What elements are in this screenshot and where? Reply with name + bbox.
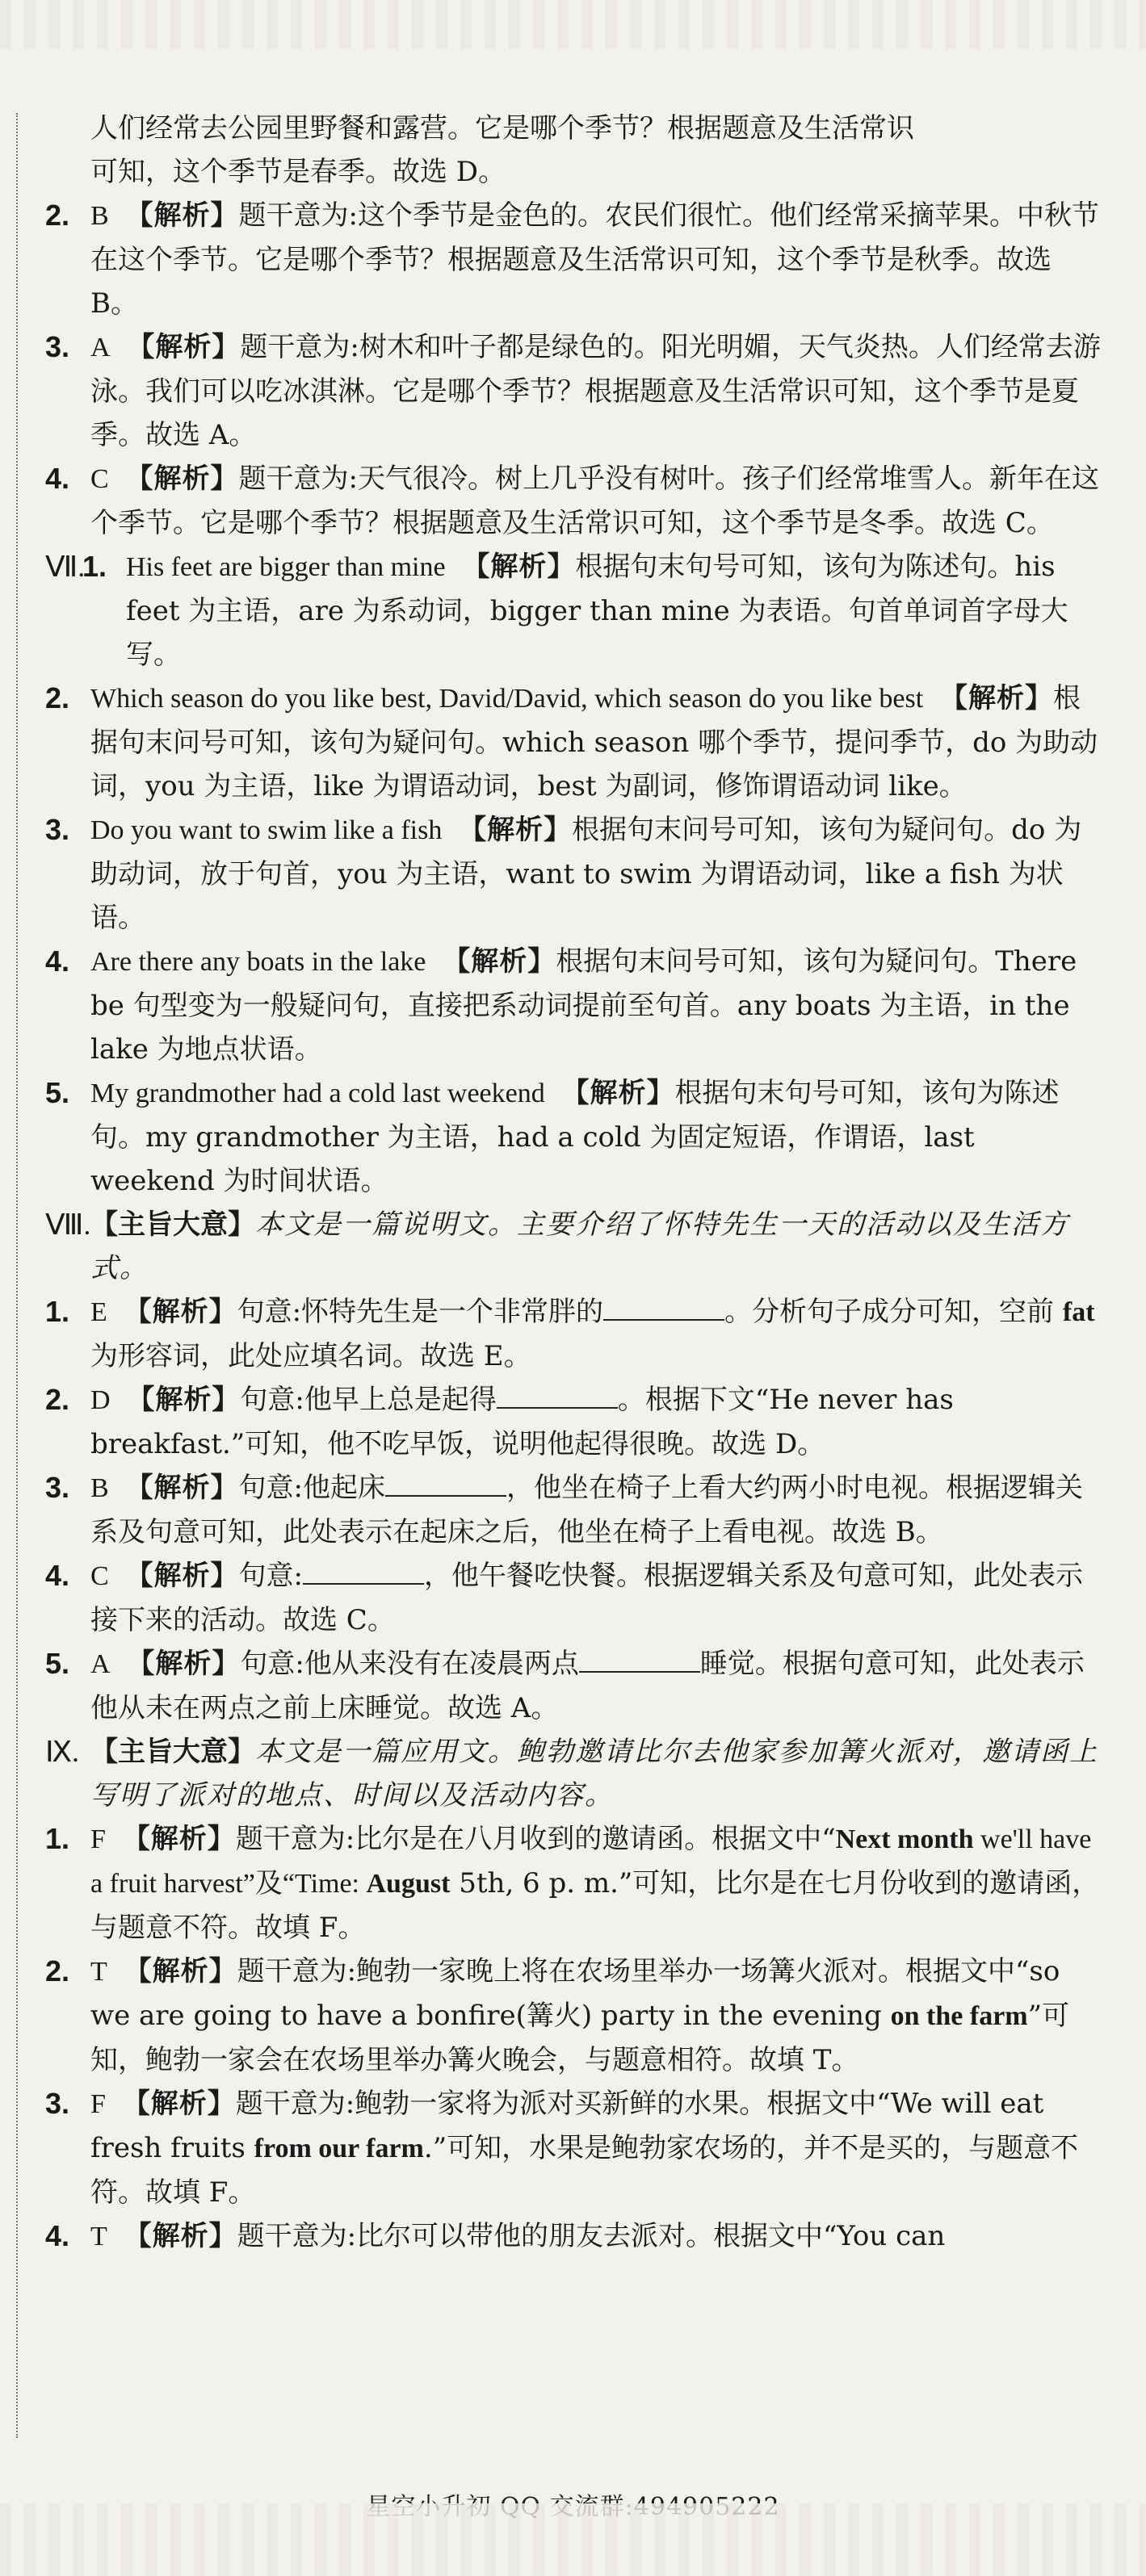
s8-q3 bbox=[45, 1466, 1101, 1554]
s6-intro-line1: 人们经常去公园里野餐和露营。它是哪个季节？根据题意及生活常识 bbox=[90, 112, 914, 145]
answer: C bbox=[90, 464, 109, 494]
item-number: 4. bbox=[45, 462, 70, 495]
fill-blank bbox=[603, 1295, 724, 1321]
analysis-tag: 【解析】 bbox=[127, 1384, 241, 1416]
item-number: 5. bbox=[45, 1076, 70, 1109]
fill-blank bbox=[385, 1471, 506, 1497]
top-decoration bbox=[0, 0, 1146, 48]
s9-main-idea bbox=[45, 1730, 1101, 1817]
analysis-text-cont: ，他坐在椅子上看大约两小时电视。根据逻辑关系及句意可知，此处表示在起床之后，他坐在椅子上看电视。故选 B。 bbox=[90, 1472, 1083, 1548]
answer: A bbox=[90, 333, 111, 362]
item-number: 3. bbox=[45, 2087, 70, 2120]
s6-q4 bbox=[45, 457, 1101, 545]
analysis-tag: 【解析】 bbox=[124, 1296, 237, 1328]
analysis-tag: 【解析】 bbox=[125, 1472, 239, 1504]
answer: B bbox=[90, 1473, 109, 1503]
bold-quote: on the farm bbox=[890, 2001, 1028, 2031]
item-number: 1. bbox=[82, 550, 107, 583]
analysis-text-cont: 。分析句子成分可知，空前 bbox=[724, 1296, 1063, 1328]
bold-quote-2: August bbox=[366, 1869, 451, 1899]
answer: T bbox=[90, 2222, 107, 2251]
answer: Which season do you like best, David/David, which season do you like best bbox=[90, 684, 924, 714]
item-number: 4. bbox=[45, 2219, 70, 2252]
analysis-text-cont: we'll have a fruit harvest”及“Time: bbox=[90, 1824, 1092, 1899]
main-idea-tag: 【主旨大意】 bbox=[90, 1736, 255, 1768]
s7-q2 bbox=[45, 676, 1101, 808]
analysis-text: 句意:他起床 bbox=[238, 1472, 385, 1504]
analysis-text-cont: ”可知，鲍勃一家会在农场里举办篝火晚会，与题意相符。故填 T。 bbox=[90, 2000, 1069, 2076]
analysis-tag: 【解析】 bbox=[459, 814, 573, 846]
item-number: 3. bbox=[45, 330, 70, 363]
fill-blank bbox=[303, 1559, 424, 1585]
answer: T bbox=[90, 1957, 107, 1987]
main-idea-text: 本文是一篇说明文。主要介绍了怀特先生一天的活动以及生活方式。 bbox=[90, 1208, 1069, 1284]
s8-q5 bbox=[45, 1642, 1101, 1730]
item-number: 2. bbox=[45, 1954, 70, 1987]
margin-rule bbox=[16, 113, 18, 2438]
analysis-text: 题干意为:天气很冷。树上几乎没有树叶。孩子们经常堆雪人。新年在这个季节。它是哪个季节？根据题意及生活常识可知，这个季节是冬季。故选 C。 bbox=[90, 463, 1099, 539]
analysis-text-cont: ，他午餐吃快餐。根据逻辑关系及句意可知，此处表示接下来的活动。故选 C。 bbox=[90, 1560, 1083, 1636]
answer: His feet are bigger than mine bbox=[126, 552, 446, 582]
analysis-tag: 【解析】 bbox=[125, 463, 239, 495]
s8-q4 bbox=[45, 1554, 1101, 1642]
analysis-tag: 【解析】 bbox=[462, 551, 576, 583]
analysis-text: 题干意为:鲍勃一家晚上将在农场里举办一场篝火派对。根据文中“so we are going to have a bonfire(篝火) party in the evening bbox=[90, 1955, 1060, 2032]
analysis-text: 根据句末句号可知，该句为陈述句。my grandmother 为主语，had a cold 为固定短语，作谓语，last weekend 为时间状语。 bbox=[90, 1077, 1060, 1197]
analysis-text: 题干意为:鲍勃一家将为派对买新鲜的水果。根据文中“We will eat fresh fruits bbox=[90, 2088, 1044, 2164]
s8-main-idea bbox=[45, 1203, 1101, 1290]
analysis-tag: 【解析】 bbox=[122, 2088, 236, 2120]
s9-q2 bbox=[45, 1950, 1101, 2082]
analysis-text: 句意: bbox=[238, 1560, 303, 1592]
analysis-tag: 【解析】 bbox=[939, 682, 1053, 714]
answer: F bbox=[90, 2089, 106, 2119]
analysis-text-end: 为形容词，此处应填名词。故选 E。 bbox=[90, 1340, 531, 1372]
analysis-text-cont: 。根据下文“He never has breakfast.”可知，他不吃早饭，说明他起得很晚。故选 D。 bbox=[90, 1384, 954, 1460]
item-number: 3. bbox=[45, 1471, 70, 1504]
section-numeral: Ⅷ. bbox=[45, 1208, 91, 1241]
analysis-text: 句意:怀特先生是一个非常胖的 bbox=[237, 1296, 604, 1328]
s9-q1 bbox=[45, 1817, 1101, 1950]
item-number: 4. bbox=[45, 945, 70, 978]
answer: F bbox=[90, 1824, 106, 1854]
item-number: 1. bbox=[45, 1822, 70, 1855]
analysis-tag: 【解析】 bbox=[127, 1648, 241, 1680]
item-number: 4. bbox=[45, 1559, 70, 1592]
answer: Are there any boats in the lake bbox=[90, 947, 426, 977]
s6-q3 bbox=[45, 325, 1101, 457]
analysis-text: 题干意为:这个季节是金色的。农民们很忙。他们经常采摘苹果。中秋节在这个季节。它是哪个季节？根据题意及生活常识可知，这个季节是秋季。故选 B。 bbox=[90, 199, 1099, 320]
answer: Do you want to swim like a fish bbox=[90, 815, 443, 845]
analysis-tag: 【解析】 bbox=[125, 199, 239, 232]
analysis-tag: 【解析】 bbox=[125, 1560, 239, 1592]
main-idea-tag: 【主旨大意】 bbox=[90, 1208, 255, 1241]
item-number: 2. bbox=[45, 199, 70, 232]
section-numeral: Ⅸ. bbox=[45, 1736, 80, 1768]
analysis-text: 题干意为:比尔是在八月收到的邀请函。根据文中“ bbox=[235, 1823, 836, 1855]
analysis-tag: 【解析】 bbox=[127, 331, 241, 363]
s6-intro-line2: 可知，这个季节是春季。故选 D。 bbox=[90, 156, 506, 188]
answer: E bbox=[90, 1297, 107, 1327]
answer: D bbox=[90, 1385, 111, 1415]
analysis-text: 题干意为:树木和叶子都是绿色的。阳光明媚，天气炎热。人们经常去游泳。我们可以吃冰淇淋。它是哪个季节？根据题意及生活常识可知，这个季节是夏季。故选 A。 bbox=[90, 331, 1101, 451]
analysis-text: 题干意为:比尔可以带他的朋友去派对。根据文中“You can bbox=[237, 2220, 946, 2252]
item-number: 2. bbox=[45, 1383, 70, 1416]
s9-q3 bbox=[45, 2082, 1101, 2214]
answer: A bbox=[90, 1649, 111, 1679]
analysis-tag: 【解析】 bbox=[561, 1077, 675, 1109]
s6-q2 bbox=[45, 194, 1101, 325]
analysis-text: 句意:他早上总是起得 bbox=[240, 1384, 497, 1416]
analysis-text: 句意:他从来没有在凌晨两点 bbox=[240, 1648, 579, 1680]
answer: B bbox=[90, 201, 109, 231]
item-number: 3. bbox=[45, 813, 70, 846]
bottom-decoration bbox=[0, 2503, 1146, 2576]
fill-blank bbox=[579, 1647, 700, 1673]
analysis-text: 根据句末问号可知，该句为疑问句。which season 哪个季节，提问季节，do 为助动词，you 为主语，like 为谓语动词，best 为副词，修饰谓语动词 like。 bbox=[90, 682, 1098, 802]
analysis-text: 根据句末句号可知，该句为陈述句。his feet 为主语，are 为系动词，bigger than mine 为表语。句首单词首字母大写。 bbox=[126, 551, 1068, 671]
s8-q1 bbox=[45, 1290, 1101, 1378]
item-number: 1. bbox=[45, 1295, 70, 1328]
answer: C bbox=[90, 1561, 109, 1591]
item-number: 2. bbox=[45, 681, 70, 714]
analysis-tag: 【解析】 bbox=[443, 945, 556, 978]
analysis-text: 根据句末问号可知，该句为疑问句。do 为助动词，放于句首，you 为主语，want to swim 为谓语动词，like a fish 为状语。 bbox=[90, 814, 1082, 934]
main-idea-text: 本文是一篇应用文。鲍勃邀请比尔去他家参加篝火派对，邀请函上写明了派对的地点、时间以及活动内容。 bbox=[90, 1736, 1098, 1812]
s7-q5 bbox=[45, 1071, 1101, 1203]
s8-q2 bbox=[45, 1378, 1101, 1466]
analysis-tag: 【解析】 bbox=[122, 1823, 236, 1855]
answer: My grandmother had a cold last weekend bbox=[90, 1079, 545, 1108]
analysis-text: 根据句末问号可知，该句为疑问句。There be 句型变为一般疑问句，直接把系动词提前至句首。any boats 为主语，in the lake 为地点状语。 bbox=[90, 945, 1077, 1066]
section-numeral: Ⅶ. bbox=[45, 551, 86, 583]
s7-q1 bbox=[45, 545, 1101, 676]
item-number: 5. bbox=[45, 1647, 70, 1680]
analysis-tag: 【解析】 bbox=[124, 1955, 237, 1987]
s6-q1-continuation bbox=[45, 107, 1101, 194]
analysis-text-end: 5th, 6 p. m.”可知，比尔是在七月份收到的邀请函，与题意不符。故填 F。 bbox=[90, 1867, 1100, 1944]
s9-q4 bbox=[45, 2214, 1101, 2259]
analysis-text-cont: 睡觉。根据句意可知，此处表示他从未在两点之前上床睡觉。故选 A。 bbox=[90, 1648, 1085, 1724]
s7-q4 bbox=[45, 940, 1101, 1071]
analysis-tag: 【解析】 bbox=[124, 2220, 237, 2252]
bold-keyword: fat bbox=[1062, 1297, 1095, 1327]
analysis-text-cont: .”可知，水果是鲍勃家农场的，并不是买的，与题意不符。故填 F。 bbox=[90, 2132, 1079, 2209]
bold-quote: from our farm bbox=[254, 2134, 424, 2163]
bold-quote: Next month bbox=[835, 1824, 974, 1854]
s7-q3 bbox=[45, 808, 1101, 940]
fill-blank bbox=[497, 1383, 618, 1409]
